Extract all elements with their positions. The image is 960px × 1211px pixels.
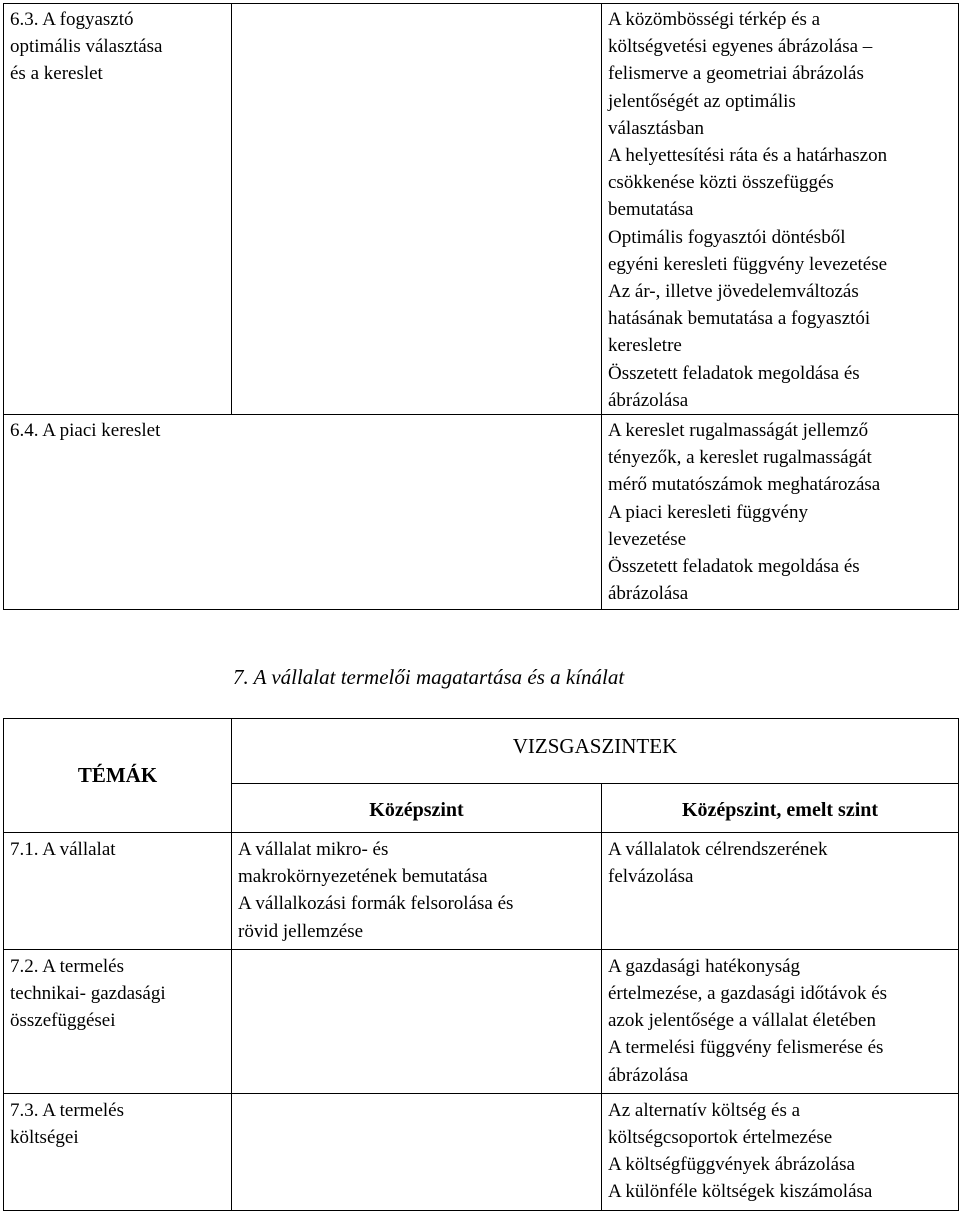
text-line: Összetett feladatok megoldása és	[608, 362, 860, 384]
text-line: A vállalatok célrendszerének	[608, 839, 828, 860]
topic-cell	[4, 415, 232, 610]
text-line: 6.4. A piaci kereslet	[10, 420, 161, 442]
text-line: A különféle költségek kiszámolása	[608, 1181, 873, 1203]
header-row	[4, 719, 959, 784]
text-line: felismerve a geometriai ábrázolás	[608, 63, 864, 85]
text-line: összefüggései	[10, 1010, 116, 1032]
text-line: A közömbösségi térkép és a	[608, 9, 821, 30]
upper-level-cell	[602, 833, 959, 950]
text-line: költségvetési egyenes ábrázolása –	[608, 36, 873, 58]
mid-level-cell	[232, 1093, 602, 1210]
content-cell	[602, 415, 959, 610]
text-line: és a kereslet	[10, 63, 103, 85]
text-line: 7.3. A termelés	[10, 1099, 124, 1121]
upper-level-cell	[602, 949, 959, 1093]
text-line: keresletre	[608, 335, 682, 357]
mid-level-header: Középszint	[232, 784, 602, 833]
text-line: tényezők, a kereslet rugalmasságát	[608, 447, 872, 469]
text-line: költségei	[10, 1127, 79, 1149]
content-cell	[602, 4, 959, 415]
topic-cell	[4, 949, 232, 1093]
text-line: egyéni keresleti függvény levezetése	[608, 253, 888, 275]
topic-cell	[4, 833, 232, 950]
text-line: Az ár-, illetve jövedelemváltozás	[608, 281, 859, 303]
text-line: mérő mutatószámok meghatározása	[608, 474, 881, 496]
text-line: bemutatása	[608, 199, 694, 221]
text-line: rövid jellemzése	[238, 920, 364, 942]
text-line: A piaci keresleti függvény	[608, 501, 808, 523]
text-line: Az alternatív költség és a	[608, 1099, 801, 1121]
topic-cell	[4, 1093, 232, 1210]
text-line: makrokörnyezetének bemutatása	[238, 866, 488, 888]
text-line: költségcsoportok értelmezése	[608, 1127, 833, 1149]
mid-level-cell	[232, 949, 602, 1093]
text-line: Összetett feladatok megoldása és	[608, 556, 860, 578]
empty-cell	[232, 415, 602, 610]
text-line: optimális választása	[10, 36, 163, 58]
topic-cell	[4, 4, 232, 415]
text-line: azok jelentősége a vállalat életében	[608, 1010, 876, 1032]
text-line: 7.2. A termelés	[10, 955, 124, 977]
text-line: választásban	[608, 117, 705, 139]
text-line: 6.3. A fogyasztó	[10, 9, 134, 30]
text-line: ábrázolása	[608, 389, 689, 411]
text-line: ábrázolása	[608, 583, 689, 605]
text-line: A költségfüggvények ábrázolása	[608, 1154, 855, 1176]
text-line: levezetése	[608, 528, 687, 550]
text-line: jelentőségét az optimális	[608, 90, 796, 112]
text-line: A termelési függvény felismerése és	[608, 1037, 884, 1059]
upper-level-header: Középszint, emelt szint	[602, 784, 959, 833]
text-line: technikai- gazdasági	[10, 983, 166, 1005]
upper-level-cell	[602, 1093, 959, 1210]
table-row	[4, 949, 959, 1093]
text-line: ábrázolása	[608, 1064, 689, 1086]
text-line: A gazdasági hatékonyság	[608, 955, 801, 977]
text-line: csökkenése közti összefüggés	[608, 172, 834, 194]
topics-header: TÉMÁK	[4, 719, 232, 833]
exam-levels-header: VIZSGASZINTEK	[232, 719, 959, 784]
table-row	[4, 415, 959, 610]
text-line: A kereslet rugalmasságát jellemző	[608, 420, 869, 442]
mid-level-cell	[232, 833, 602, 950]
exam-levels-table	[3, 718, 959, 1211]
table-row	[4, 833, 959, 950]
text-line: A vállalkozási formák felsorolása és	[238, 893, 514, 915]
empty-cell	[232, 4, 602, 415]
text-line: hatásának bemutatása a fogyasztói	[608, 308, 871, 330]
table-row	[4, 1093, 959, 1210]
table-row	[4, 4, 959, 415]
text-line: Optimális fogyasztói döntésből	[608, 226, 846, 248]
text-line: értelmezése, a gazdasági időtávok és	[608, 983, 888, 1005]
section-heading: 7. A vállalat termelői magatartása és a kínálat	[233, 665, 625, 689]
spacer	[608, 890, 958, 917]
top-topics-table	[3, 3, 959, 610]
text-line: 7.1. A vállalat	[10, 839, 116, 860]
text-line: A helyettesítési ráta és a határhaszon	[608, 145, 888, 167]
text-line: felvázolása	[608, 866, 694, 888]
text-line: A vállalat mikro- és	[238, 839, 389, 860]
